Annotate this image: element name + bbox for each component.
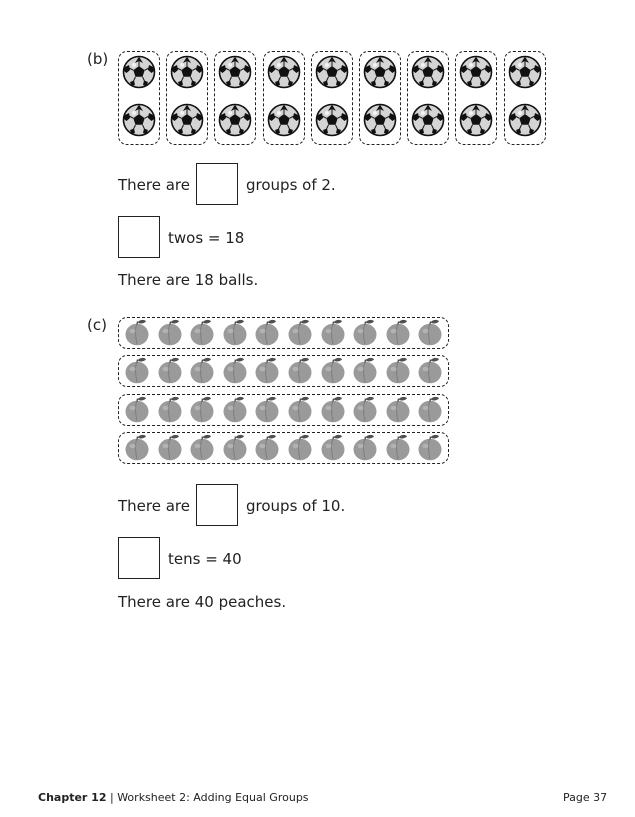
peach-icon	[124, 395, 150, 423]
peach-icon	[157, 356, 183, 384]
peach-icon	[222, 318, 248, 346]
peach-icon	[352, 433, 378, 461]
peach-icon	[385, 318, 411, 346]
peach-icon	[222, 433, 248, 461]
peach-icon	[254, 395, 280, 423]
peach-icon	[287, 318, 313, 346]
section-c-line3: There are 40 peaches.	[118, 593, 287, 611]
peach-icon	[157, 395, 183, 423]
peach-icon	[417, 433, 443, 461]
peach-icon	[222, 356, 248, 384]
peach-icon	[352, 395, 378, 423]
footer-worksheet: Worksheet 2: Adding Equal Groups	[117, 791, 309, 804]
soccer-ball-icon	[363, 55, 397, 89]
peach-icon	[417, 395, 443, 423]
section-b-label: (b)	[87, 50, 109, 68]
peach-icon	[385, 433, 411, 461]
peach-icon	[189, 433, 215, 461]
footer-page: Page 37	[563, 791, 608, 804]
soccer-ball-icon	[459, 103, 493, 137]
peach-icon	[352, 318, 378, 346]
peach-icon	[385, 395, 411, 423]
footer-chapter: Chapter 12	[38, 791, 107, 804]
section-b-twos-answer-box[interactable]	[118, 216, 160, 258]
peach-icon	[157, 433, 183, 461]
soccer-ball-icon	[218, 55, 252, 89]
section-c-label: (c)	[87, 316, 107, 334]
peach-icon	[124, 318, 150, 346]
soccer-ball-icon	[122, 55, 156, 89]
soccer-ball-icon	[411, 55, 445, 89]
soccer-ball-icon	[315, 55, 349, 89]
section-b-line1-prefix: There are	[118, 176, 190, 194]
peach-icon	[157, 318, 183, 346]
peach-icon	[189, 395, 215, 423]
peach-icon	[254, 356, 280, 384]
soccer-ball-icon	[170, 103, 204, 137]
peach-icon	[320, 395, 346, 423]
footer-separator: |	[109, 791, 114, 804]
peach-icon	[417, 318, 443, 346]
peach-icon	[320, 356, 346, 384]
peach-icon	[124, 356, 150, 384]
soccer-ball-icon	[170, 55, 204, 89]
section-b-line3: There are 18 balls.	[118, 271, 259, 289]
section-c-line1-prefix: There are	[118, 497, 190, 515]
peach-icon	[287, 356, 313, 384]
footer-left	[38, 791, 309, 804]
peach-icon	[222, 395, 248, 423]
section-c-groups-answer-box[interactable]	[196, 484, 238, 526]
peach-icon	[320, 433, 346, 461]
soccer-ball-icon	[122, 103, 156, 137]
peach-icon	[124, 433, 150, 461]
section-b-line1-suffix: groups of 2.	[246, 176, 336, 194]
section-b-line2-suffix: twos = 18	[168, 229, 245, 247]
peach-icon	[385, 356, 411, 384]
section-c-tens-answer-box[interactable]	[118, 537, 160, 579]
section-c-line1-suffix: groups of 10.	[246, 497, 346, 515]
soccer-ball-icon	[315, 103, 349, 137]
soccer-ball-icon	[508, 103, 542, 137]
soccer-ball-icon	[267, 103, 301, 137]
peach-icon	[254, 318, 280, 346]
section-c-line2-suffix: tens = 40	[168, 550, 242, 568]
section-b-groups-answer-box[interactable]	[196, 163, 238, 205]
soccer-ball-icon	[218, 103, 252, 137]
soccer-ball-icon	[459, 55, 493, 89]
peach-icon	[417, 356, 443, 384]
soccer-ball-icon	[411, 103, 445, 137]
peach-icon	[189, 356, 215, 384]
peach-icon	[287, 433, 313, 461]
peach-icon	[320, 318, 346, 346]
soccer-ball-icon	[363, 103, 397, 137]
peach-icon	[287, 395, 313, 423]
soccer-ball-icon	[267, 55, 301, 89]
peach-icon	[352, 356, 378, 384]
peach-icon	[254, 433, 280, 461]
soccer-ball-icon	[508, 55, 542, 89]
peach-icon	[189, 318, 215, 346]
